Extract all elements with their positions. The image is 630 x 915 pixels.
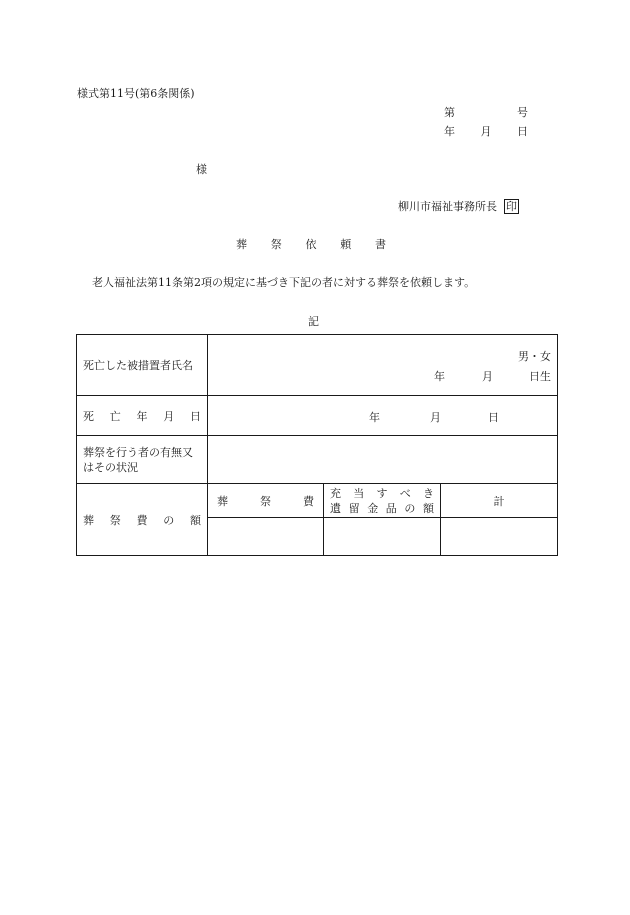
death-date-cell[interactable] — [208, 396, 558, 436]
label-char: 祭 — [109, 513, 121, 527]
death-day: 日 — [488, 411, 499, 424]
addressee-suffix: 様 — [196, 163, 207, 176]
label-char: 月 — [163, 409, 175, 423]
header-char: す — [376, 486, 388, 500]
label-char: 額 — [190, 513, 201, 527]
date-month: 月 — [480, 125, 492, 138]
label-char: 亡 — [109, 409, 121, 423]
table-row — [77, 335, 558, 396]
header-char: 遺 — [330, 501, 341, 515]
total-value-cell[interactable] — [441, 518, 558, 556]
header-char: の — [404, 501, 416, 515]
label-char: の — [163, 513, 175, 527]
date-day: 日 — [517, 125, 528, 138]
title-char: 祭 — [270, 238, 282, 251]
header-char: べ — [399, 486, 411, 500]
ki-heading: 記 — [308, 315, 319, 328]
label-line: はその状況 — [83, 460, 138, 474]
label-char: 年 — [136, 409, 148, 423]
doc-number-suffix: 号 — [517, 106, 528, 119]
funeral-cost-label — [77, 484, 208, 556]
header-char: 額 — [422, 501, 434, 515]
document-number — [444, 104, 528, 120]
doc-number-prefix: 第 — [444, 106, 455, 119]
seal-mark: 印 — [506, 200, 517, 213]
deceased-name-cell[interactable] — [208, 335, 558, 396]
header-char: き — [423, 486, 434, 500]
birth-month: 月 — [482, 370, 493, 383]
table-row — [77, 396, 558, 436]
label-char: 葬 — [83, 513, 94, 527]
birth-year: 年 — [434, 370, 445, 383]
estate-header — [324, 484, 441, 518]
table-row — [77, 436, 558, 484]
header-char: 葬 — [217, 494, 228, 508]
header-char: 品 — [385, 501, 397, 515]
title-char: 頼 — [340, 238, 352, 251]
header-char: 留 — [348, 501, 360, 515]
issuer — [398, 198, 519, 214]
funeral-cost-header — [208, 484, 324, 518]
funeral-person-cell[interactable] — [208, 436, 558, 484]
death-year: 年 — [369, 411, 380, 424]
header-char: 金 — [367, 501, 379, 515]
form-number: 様式第11号(第6条関係) — [77, 87, 195, 100]
title-char: 依 — [305, 238, 317, 251]
header-char: 充 — [330, 486, 341, 500]
label-char: 費 — [136, 513, 148, 527]
header-char: 費 — [303, 494, 314, 508]
title-char: 書 — [375, 238, 386, 251]
birth-day: 日生 — [529, 370, 552, 383]
estate-value-cell[interactable] — [324, 518, 441, 556]
request-table — [76, 334, 558, 556]
issuer-name: 柳川市福祉事務所長 — [398, 200, 497, 213]
table-row — [77, 484, 558, 518]
sex-options: 男・女 — [518, 350, 552, 363]
deceased-name-label: 死亡した被措置者氏名 — [77, 335, 208, 396]
title-char: 葬 — [236, 238, 247, 251]
issue-date — [444, 123, 528, 139]
label-char: 死 — [83, 409, 94, 423]
label-line: 葬祭を行う者の有無又 — [83, 445, 193, 459]
header-char: 当 — [353, 486, 365, 500]
death-date-label — [77, 396, 208, 436]
body-text: 老人福祉法第11条第2項の規定に基づき下記の者に対する葬祭を依頼します。 — [92, 276, 476, 289]
date-year: 年 — [444, 125, 455, 138]
death-month: 月 — [430, 411, 441, 424]
label-char: 日 — [190, 409, 201, 423]
document-title — [236, 236, 386, 252]
total-header: 計 — [441, 484, 558, 518]
funeral-person-label — [77, 436, 208, 484]
header-char: 祭 — [260, 494, 271, 508]
funeral-cost-value-cell[interactable] — [208, 518, 324, 556]
